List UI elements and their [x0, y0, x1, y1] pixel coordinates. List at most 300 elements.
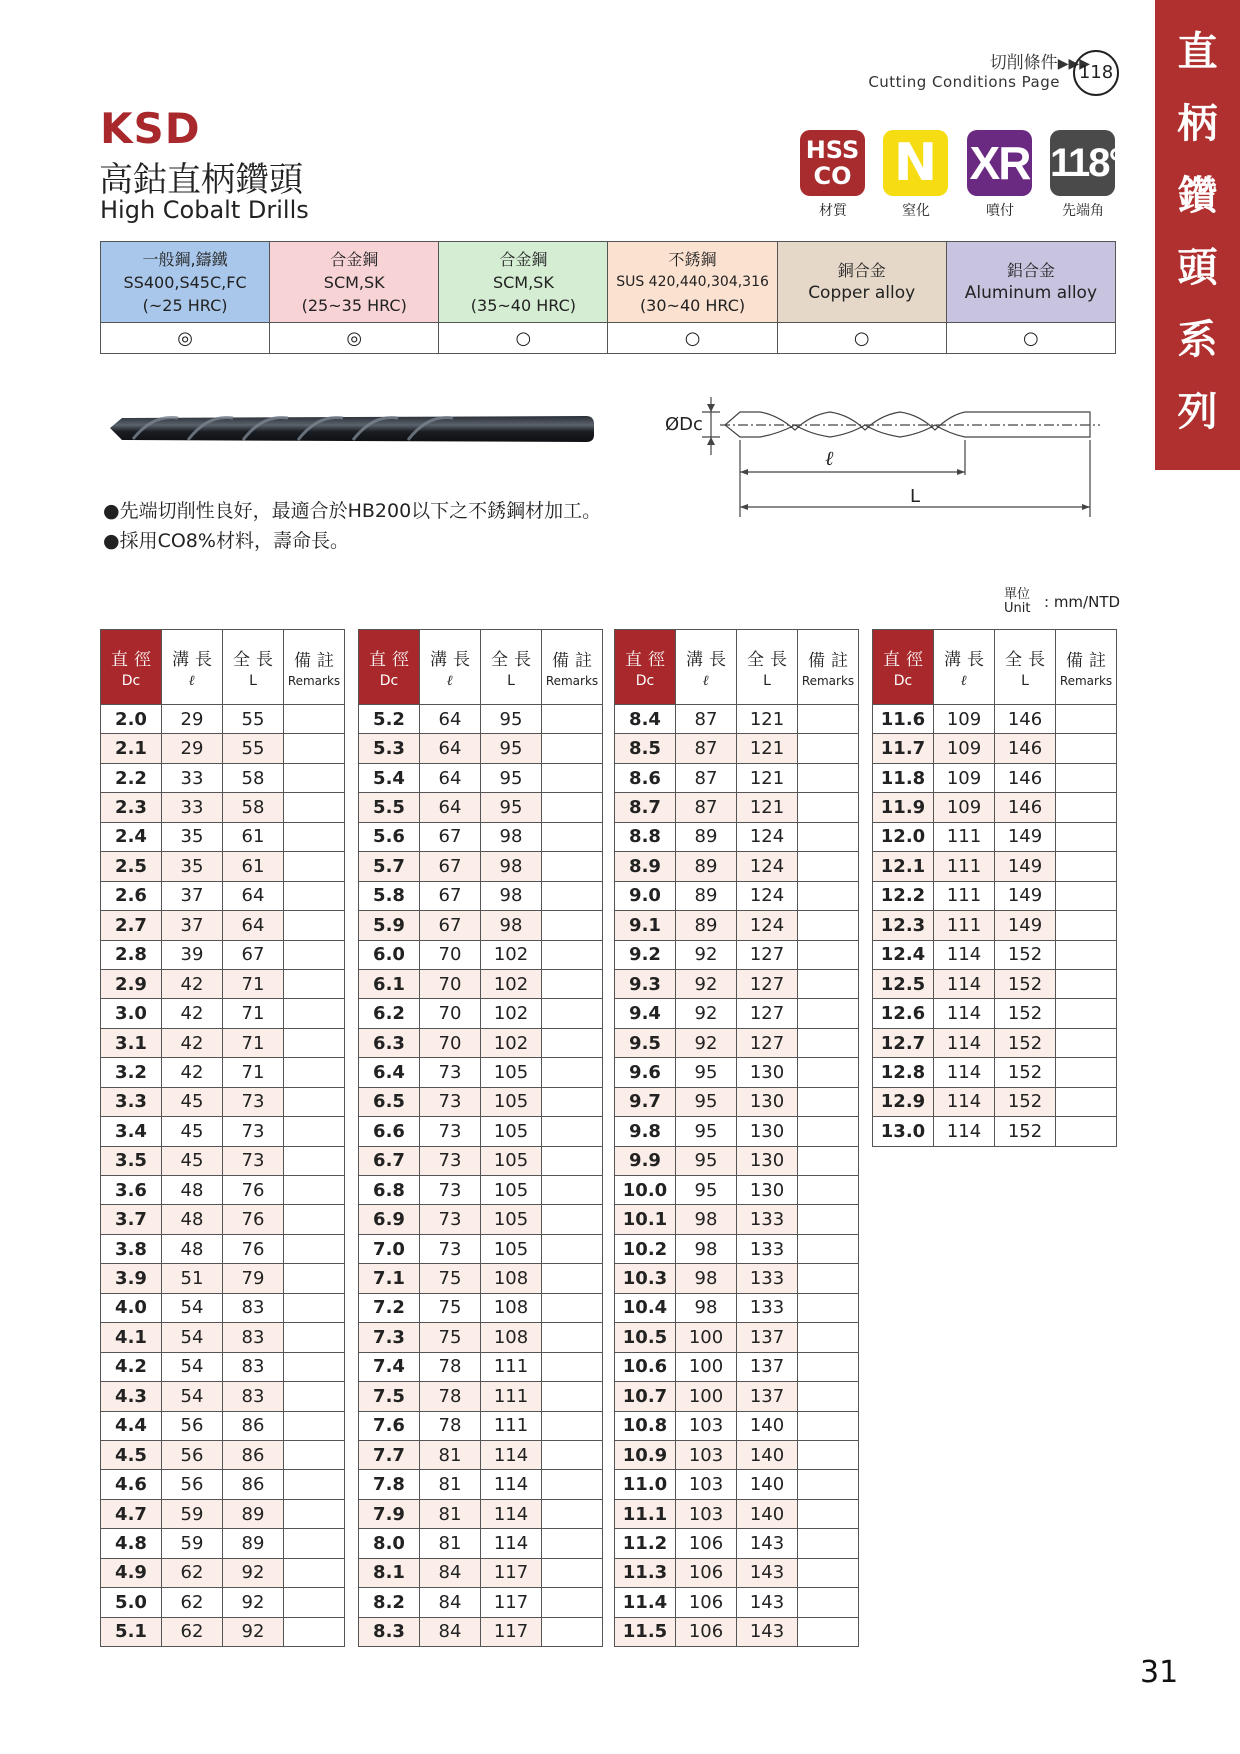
spec-row — [359, 1028, 603, 1057]
remarks-cell — [542, 1323, 603, 1352]
remarks-cell — [284, 1234, 345, 1263]
header-zh: 溝長 — [686, 649, 732, 670]
diameter-cell: 8.2 — [359, 1588, 420, 1617]
overall-length-cell: 121 — [737, 734, 798, 763]
spec-row — [359, 1234, 603, 1263]
flute-length-cell: 70 — [420, 1028, 481, 1057]
spec-row — [359, 999, 603, 1028]
diameter-cell: 6.4 — [359, 1058, 420, 1087]
remarks-cell — [1056, 1028, 1117, 1057]
remarks-cell — [284, 793, 345, 822]
overall-length-cell: 111 — [481, 1411, 542, 1440]
spec-row — [359, 1529, 603, 1558]
spec-row — [615, 1205, 859, 1234]
remarks-cell — [798, 1293, 859, 1322]
remarks-cell — [284, 1087, 345, 1116]
spec-column-header — [542, 630, 603, 705]
overall-length-cell: 146 — [995, 763, 1056, 792]
flute-length-cell: 59 — [162, 1499, 223, 1528]
diameter-cell: 3.5 — [101, 1146, 162, 1175]
remarks-cell — [284, 1176, 345, 1205]
header-zh: 溝長 — [430, 649, 476, 670]
remarks-cell — [284, 763, 345, 792]
flute-length-cell: 92 — [676, 969, 737, 998]
suitability-mark: ◎ — [270, 323, 439, 354]
material-label: 鋁合金 — [1006, 261, 1055, 280]
overall-length-cell: 130 — [737, 1117, 798, 1146]
flute-length-label: ℓ — [825, 446, 834, 470]
diameter-cell: 8.1 — [359, 1558, 420, 1587]
diameter-cell: 5.1 — [101, 1617, 162, 1646]
overall-length-cell: 127 — [737, 1028, 798, 1057]
remarks-cell — [542, 1028, 603, 1057]
remarks-cell — [542, 1087, 603, 1116]
overall-length-cell: 64 — [223, 911, 284, 940]
diameter-cell: 11.0 — [615, 1470, 676, 1499]
diameter-cell: 2.8 — [101, 940, 162, 969]
flute-length-cell: 95 — [676, 1176, 737, 1205]
spec-row — [359, 822, 603, 851]
suitability-mark: ○ — [946, 323, 1115, 354]
flute-length-cell: 45 — [162, 1087, 223, 1116]
remarks-cell — [798, 911, 859, 940]
flute-length-cell: 45 — [162, 1117, 223, 1146]
remarks-cell — [284, 1440, 345, 1469]
diameter-cell: 6.1 — [359, 969, 420, 998]
remarks-cell — [284, 940, 345, 969]
diameter-cell: 2.3 — [101, 793, 162, 822]
remarks-cell — [798, 734, 859, 763]
spec-row — [359, 1588, 603, 1617]
remarks-cell — [284, 705, 345, 734]
diameter-cell: 9.8 — [615, 1117, 676, 1146]
flute-length-cell: 37 — [162, 911, 223, 940]
flute-length-cell: 95 — [676, 1146, 737, 1175]
spec-row — [101, 1323, 345, 1352]
flute-length-cell: 73 — [420, 1176, 481, 1205]
badge-caption: 噴付 — [986, 203, 1014, 219]
overall-length-cell: 95 — [481, 793, 542, 822]
diameter-cell: 2.4 — [101, 822, 162, 851]
overall-length-cell: 105 — [481, 1234, 542, 1263]
spec-row — [615, 911, 859, 940]
spec-row — [101, 1558, 345, 1587]
spec-row — [359, 881, 603, 910]
flute-length-cell: 98 — [676, 1293, 737, 1322]
product-name-en: High Cobalt Drills — [100, 196, 309, 224]
remarks-cell — [284, 852, 345, 881]
spec-row — [359, 1293, 603, 1322]
spec-row — [101, 1176, 345, 1205]
side-tab-char: 列 — [1177, 389, 1218, 435]
remarks-cell — [542, 1264, 603, 1293]
flute-length-cell: 64 — [420, 763, 481, 792]
flute-length-cell: 42 — [162, 999, 223, 1028]
material-label: 合金鋼 — [330, 249, 379, 269]
diameter-cell: 11.6 — [873, 705, 934, 734]
header-zh: 全長 — [747, 650, 793, 670]
remarks-cell — [542, 1411, 603, 1440]
material-label: (~25 HRC) — [142, 295, 228, 315]
spec-row — [359, 1146, 603, 1175]
material-label: 一般鋼,鑄鐵 — [142, 249, 228, 269]
spec-row — [359, 852, 603, 881]
remarks-cell — [284, 1323, 345, 1352]
header-zh: 直徑 — [369, 650, 415, 670]
flute-length-cell: 45 — [162, 1146, 223, 1175]
spec-row — [359, 940, 603, 969]
remarks-cell — [284, 1352, 345, 1381]
overall-length-cell: 79 — [223, 1264, 284, 1293]
overall-length-cell: 58 — [223, 793, 284, 822]
overall-length-cell: 71 — [223, 1058, 284, 1087]
header-en: L — [763, 673, 771, 689]
spec-column-header — [284, 630, 345, 705]
spec-row — [359, 1087, 603, 1116]
overall-length-cell: 127 — [737, 969, 798, 998]
remarks-cell — [798, 999, 859, 1028]
overall-length-cell: 133 — [737, 1234, 798, 1263]
overall-length-cell: 152 — [995, 940, 1056, 969]
overall-length-cell: 89 — [223, 1499, 284, 1528]
diameter-cell: 12.6 — [873, 999, 934, 1028]
overall-length-cell: 61 — [223, 822, 284, 851]
badge-caption: 窒化 — [902, 203, 930, 219]
diameter-cell: 7.8 — [359, 1470, 420, 1499]
overall-length-cell: 105 — [481, 1146, 542, 1175]
diameter-cell: 7.2 — [359, 1293, 420, 1322]
diameter-cell: 7.6 — [359, 1411, 420, 1440]
overall-length-cell: 73 — [223, 1146, 284, 1175]
remarks-cell — [798, 822, 859, 851]
spec-row — [615, 1352, 859, 1381]
spec-row — [359, 1205, 603, 1234]
remarks-cell — [284, 1588, 345, 1617]
overall-length-cell: 64 — [223, 881, 284, 910]
material-label: 不銹鋼 — [668, 249, 717, 269]
diameter-cell: 3.8 — [101, 1234, 162, 1263]
flute-length-cell: 111 — [934, 911, 995, 940]
spec-row — [615, 822, 859, 851]
flute-length-cell: 42 — [162, 969, 223, 998]
flute-length-cell: 89 — [676, 911, 737, 940]
dc-label: ØDc — [665, 414, 703, 435]
diameter-cell: 4.1 — [101, 1323, 162, 1352]
remarks-cell — [284, 1264, 345, 1293]
flute-length-cell: 78 — [420, 1411, 481, 1440]
diameter-cell: 5.3 — [359, 734, 420, 763]
flute-length-cell: 106 — [676, 1588, 737, 1617]
remarks-cell — [1056, 763, 1117, 792]
diameter-cell: 12.7 — [873, 1028, 934, 1057]
diameter-cell: 6.0 — [359, 940, 420, 969]
header-en: L — [1021, 673, 1029, 689]
side-tab-char: 頭 — [1177, 245, 1218, 291]
spec-table — [872, 629, 1117, 1147]
flute-length-cell: 114 — [934, 1117, 995, 1146]
remarks-cell — [284, 1558, 345, 1587]
material-label: SS400,S45C,FC — [123, 272, 247, 292]
remarks-cell — [284, 1411, 345, 1440]
flute-length-cell: 98 — [676, 1234, 737, 1263]
material-label: SCM,SK — [492, 272, 554, 292]
overall-length-cell: 149 — [995, 822, 1056, 851]
overall-length-cell: 108 — [481, 1293, 542, 1322]
diameter-cell: 10.7 — [615, 1382, 676, 1411]
overall-length-cell: 108 — [481, 1264, 542, 1293]
spec-row — [359, 705, 603, 734]
header-zh: 直徑 — [883, 650, 929, 670]
flute-length-cell: 89 — [676, 881, 737, 910]
material-header-cell — [777, 242, 946, 323]
overall-length-cell: 152 — [995, 999, 1056, 1028]
flute-length-cell: 100 — [676, 1382, 737, 1411]
diameter-cell: 3.2 — [101, 1058, 162, 1087]
flute-length-cell: 64 — [420, 793, 481, 822]
spec-row — [101, 1117, 345, 1146]
diameter-cell: 9.6 — [615, 1058, 676, 1087]
flute-length-cell: 109 — [934, 734, 995, 763]
flute-length-cell: 73 — [420, 1087, 481, 1116]
header-en: Remarks — [545, 674, 599, 688]
spec-row — [101, 999, 345, 1028]
diameter-cell: 7.9 — [359, 1499, 420, 1528]
diameter-cell: 6.2 — [359, 999, 420, 1028]
diameter-cell: 11.2 — [615, 1529, 676, 1558]
spec-row — [615, 1499, 859, 1528]
flute-length-cell: 92 — [676, 1028, 737, 1057]
overall-length-cell: 114 — [481, 1440, 542, 1469]
spec-row — [615, 705, 859, 734]
spec-row — [101, 793, 345, 822]
remarks-cell — [284, 881, 345, 910]
overall-length-cell: 55 — [223, 734, 284, 763]
flute-length-cell: 95 — [676, 1087, 737, 1116]
spec-row — [615, 969, 859, 998]
diameter-cell: 4.0 — [101, 1293, 162, 1322]
remarks-cell — [284, 911, 345, 940]
diameter-cell: 10.8 — [615, 1411, 676, 1440]
overall-length-cell: 105 — [481, 1087, 542, 1116]
spec-row — [873, 881, 1117, 910]
spec-row — [615, 1293, 859, 1322]
product-code: KSD — [100, 104, 201, 153]
spec-row — [101, 1234, 345, 1263]
side-tab-char: 直 — [1177, 29, 1218, 75]
flute-length-cell: 81 — [420, 1440, 481, 1469]
spec-row — [873, 940, 1117, 969]
remarks-cell — [542, 852, 603, 881]
flute-length-cell: 103 — [676, 1499, 737, 1528]
overall-length-cell: 114 — [481, 1470, 542, 1499]
material-label: SCM,SK — [323, 272, 385, 292]
spec-row — [873, 911, 1117, 940]
spec-row — [615, 1411, 859, 1440]
overall-length-cell: 76 — [223, 1205, 284, 1234]
remarks-cell — [542, 763, 603, 792]
spec-column-header — [101, 630, 162, 705]
overall-length-cell: 152 — [995, 1058, 1056, 1087]
spec-row — [615, 1146, 859, 1175]
diameter-cell: 11.5 — [615, 1617, 676, 1646]
spec-row — [615, 1588, 859, 1617]
overall-length-cell: 92 — [223, 1588, 284, 1617]
overall-length-cell: 127 — [737, 940, 798, 969]
flute-length-cell: 73 — [420, 1058, 481, 1087]
overall-length-cell: 114 — [481, 1529, 542, 1558]
remarks-cell — [798, 1323, 859, 1352]
flute-length-cell: 106 — [676, 1617, 737, 1646]
overall-length-cell: 55 — [223, 705, 284, 734]
spec-column-header — [359, 630, 420, 705]
flute-length-cell: 92 — [676, 999, 737, 1028]
diameter-cell: 7.3 — [359, 1323, 420, 1352]
diameter-cell: 2.2 — [101, 763, 162, 792]
diameter-cell: 6.8 — [359, 1176, 420, 1205]
spec-row — [873, 1117, 1117, 1146]
flute-length-cell: 84 — [420, 1588, 481, 1617]
spec-row — [359, 1382, 603, 1411]
flute-length-cell: 56 — [162, 1440, 223, 1469]
flute-length-cell: 98 — [676, 1264, 737, 1293]
spec-row — [615, 1028, 859, 1057]
remarks-cell — [798, 852, 859, 881]
remarks-cell — [284, 1470, 345, 1499]
remarks-cell — [284, 822, 345, 851]
diameter-cell: 2.9 — [101, 969, 162, 998]
flute-length-cell: 62 — [162, 1617, 223, 1646]
overall-length-cell: 137 — [737, 1352, 798, 1381]
diameter-cell: 9.1 — [615, 911, 676, 940]
overall-length-cell: 98 — [481, 881, 542, 910]
diameter-cell: 13.0 — [873, 1117, 934, 1146]
material-header-cell — [101, 242, 270, 323]
spec-table — [100, 629, 345, 1647]
spec-row — [615, 734, 859, 763]
diameter-cell: 2.5 — [101, 852, 162, 881]
remarks-cell — [542, 822, 603, 851]
flute-length-cell: 103 — [676, 1411, 737, 1440]
spec-row — [101, 881, 345, 910]
diameter-cell: 4.9 — [101, 1558, 162, 1587]
diameter-cell: 6.7 — [359, 1146, 420, 1175]
spec-column-header — [162, 630, 223, 705]
material-label: 銅合金 — [837, 261, 886, 280]
spec-row — [101, 1440, 345, 1469]
overall-length-cell: 67 — [223, 940, 284, 969]
flute-length-cell: 64 — [420, 734, 481, 763]
remarks-cell — [542, 969, 603, 998]
overall-length-cell: 102 — [481, 969, 542, 998]
nitriding-badge: N — [883, 130, 948, 196]
flute-length-cell: 109 — [934, 763, 995, 792]
header-zh: 全長 — [1005, 650, 1051, 670]
spec-row — [359, 1558, 603, 1587]
badge-co-text: CO — [813, 162, 852, 190]
remarks-cell — [798, 1558, 859, 1587]
flute-length-cell: 33 — [162, 793, 223, 822]
page-number: 31 — [1140, 1655, 1179, 1690]
overall-length-cell: 121 — [737, 705, 798, 734]
diameter-cell: 5.0 — [101, 1588, 162, 1617]
overall-length-cell: 95 — [481, 734, 542, 763]
remarks-cell — [284, 734, 345, 763]
diameter-cell: 9.5 — [615, 1028, 676, 1057]
cutting-conditions-page[interactable]: 118 — [1073, 50, 1119, 96]
flute-length-cell: 54 — [162, 1323, 223, 1352]
side-tab-char: 系 — [1177, 317, 1218, 363]
header-zh: 備註 — [1066, 651, 1112, 671]
overall-length-cell: 71 — [223, 999, 284, 1028]
material-label: 合金鋼 — [499, 249, 548, 269]
flute-length-cell: 114 — [934, 940, 995, 969]
flute-length-cell: 70 — [420, 969, 481, 998]
overall-length-cell: 76 — [223, 1234, 284, 1263]
spec-row — [615, 1117, 859, 1146]
spec-row — [873, 822, 1117, 851]
spec-row — [101, 1470, 345, 1499]
remarks-cell — [542, 1499, 603, 1528]
spec-row — [873, 763, 1117, 792]
header-en: L — [249, 673, 257, 689]
feature-line: ●先端切削性良好，最適合於HB200以下之不銹鋼材加工。 — [103, 500, 602, 522]
diameter-cell: 5.9 — [359, 911, 420, 940]
flute-length-cell: 62 — [162, 1558, 223, 1587]
overall-length-cell: 95 — [481, 705, 542, 734]
overall-length-cell: 111 — [481, 1382, 542, 1411]
spec-row — [615, 881, 859, 910]
cutting-conditions-link[interactable] — [880, 48, 1090, 73]
flute-length-cell: 67 — [420, 822, 481, 851]
diameter-cell: 8.3 — [359, 1617, 420, 1646]
series-side-tab — [1155, 0, 1240, 470]
diameter-cell: 12.5 — [873, 969, 934, 998]
spec-row — [359, 763, 603, 792]
header-en: Remarks — [801, 674, 855, 688]
overall-length-cell: 137 — [737, 1382, 798, 1411]
material-label: Copper alloy — [808, 283, 916, 303]
unit-note — [1004, 587, 1121, 616]
remarks-cell — [798, 1617, 859, 1646]
spec-row — [101, 1588, 345, 1617]
remarks-cell — [1056, 793, 1117, 822]
remarks-cell — [798, 1176, 859, 1205]
spec-column-header — [798, 630, 859, 705]
flute-length-cell: 75 — [420, 1264, 481, 1293]
overall-length-cell: 98 — [481, 852, 542, 881]
flute-length-cell: 87 — [676, 793, 737, 822]
diameter-cell: 8.4 — [615, 705, 676, 734]
overall-length-cell: 83 — [223, 1293, 284, 1322]
overall-length-cell: 105 — [481, 1117, 542, 1146]
flute-length-cell: 54 — [162, 1293, 223, 1322]
diameter-cell: 3.3 — [101, 1087, 162, 1116]
flute-length-cell: 84 — [420, 1558, 481, 1587]
overall-length-cell: 92 — [223, 1558, 284, 1587]
remarks-cell — [542, 1440, 603, 1469]
flute-length-cell: 48 — [162, 1176, 223, 1205]
header-en: ℓ — [189, 672, 195, 689]
flute-length-cell: 48 — [162, 1205, 223, 1234]
spec-row — [101, 940, 345, 969]
spec-row — [101, 763, 345, 792]
diameter-cell: 9.9 — [615, 1146, 676, 1175]
spec-row — [101, 1411, 345, 1440]
flute-length-cell: 37 — [162, 881, 223, 910]
spec-row — [873, 1058, 1117, 1087]
header-en: Remarks — [287, 674, 341, 688]
spec-row — [101, 822, 345, 851]
